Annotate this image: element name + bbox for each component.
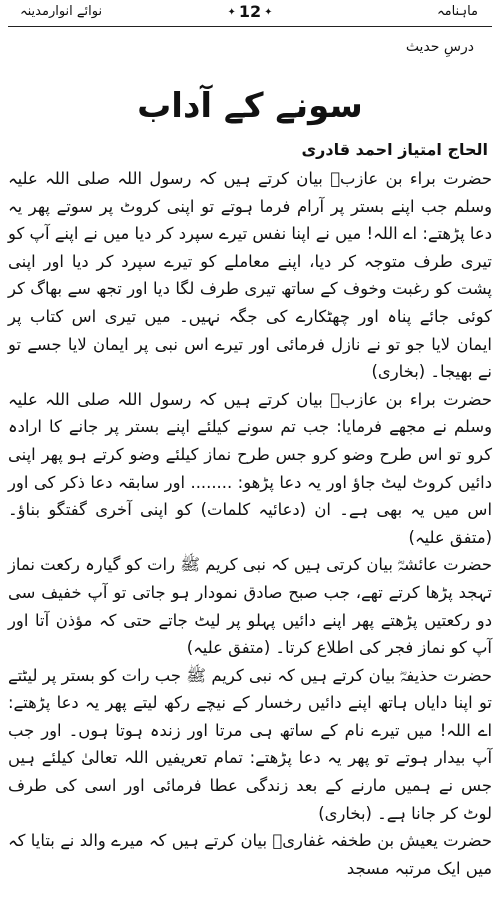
publication-name: نوائے انوارمدینہ [20, 4, 103, 19]
page-header [8, 0, 492, 27]
paragraph: حضرت حذیفہؓ بیان کرتے ہیں کہ نبی کریم ﷺ جب رات کو بستر پر لیٹتے تو اپنا دایاں ہاتھ اپنے دائیں رخسار کے نیچے رکھ لیتے پھر یہ دعا پڑھتے: اے اللہ! میں تیرے نام کے ساتھ ہی مرتا اور زندہ ہوتا ہوں۔ اور جب آپ بیدار ہوتے تو پھر یہ دعا پڑھتے: تمام تعریفیں اللہ تعالیٰ کیلئے ہیں جس نے ہمیں مارنے کے بعد زندگی عطا فرمائی اور اسی کی طرف لوٹ کر جانا ہے۔ (بخاری) [8, 665, 492, 823]
page-number: ✦ 12 ✦ [227, 2, 272, 21]
section-label: درسِ حدیث [405, 39, 474, 55]
article-title: سونے کے آداب [137, 86, 363, 126]
paragraph: حضرت براء بن عازبؓ بیان کرتے ہیں کہ رسول اللہ صلی اللہ علیہ وسلم جب اپنے بستر پر آرام فرما ہوتے تو اپنی کروٹ پر سوتے پھر یہ دعا پڑھتے: اے اللہ! میں نے اپنا نفس تیرے سپرد کر دیا میں نے اپنے آپ کو تیری طرف متوجہ کر دیا، اپنے معاملے کو تیرے سپرد کر دیا اور اپنی پشت کو رغبت وخوف کے ساتھ تیری طرف لگا دیا اور تجھ سے بھاگ کر کوئی جائے پناہ اور چھٹکارے کی جگہ نہیں۔ میں تیری اس کتاب پر ایمان لایا جو تو نے نازل فرمائی اور تیرے اس نبی پر ایمان لایا جسے تو نے بھیجا۔ (بخاری) [8, 169, 492, 382]
paragraph: حضرت عائشہؓ بیان کرتی ہیں کہ نبی کریم ﷺ رات کو گیارہ رکعت نماز تہجد پڑھا کرتے تھے، جب صبح صادق نمودار ہو جاتی تو آپ خفیف سی دو رکعتیں پڑھتے پھر اپنے دائیں پہلو پر لیٹ جاتے حتی کہ مؤذن آتا اور آپ کو نماز فجر کی اطلاع کرتا۔ (متفق علیہ) [8, 555, 492, 658]
article-body [8, 165, 492, 882]
paragraph: حضرت براء بن عازبؓ بیان کرتے ہیں کہ رسول اللہ صلی اللہ علیہ وسلم نے مجھے فرمایا: جب تم سونے کیلئے اپنے بستر پر جانے کا ارادہ کرو تو اس طرح وضو کرو جس طرح نماز کیلئے وضو کرتے ہو پھر اپنی دائیں کروٹ لیٹ جاؤ اور یہ دعا پڑھو: ........ اور سابقہ دعا ذکر کی اور اس میں یہ بھی ہے۔ ان (دعائیہ کلمات) کو اپنی آخری گفتگو بناؤ۔ (متفق علیہ) [8, 389, 492, 547]
magazine-name: ماہنامہ [436, 4, 478, 19]
paragraph: حضرت یعیش بن طخفہ غفاریؓ بیان کرتے ہیں کہ میرے والد نے بتایا کہ میں ایک مرتبہ مسجد [8, 831, 492, 878]
article-author: الحاج امتیاز احمد قادری [301, 140, 488, 159]
